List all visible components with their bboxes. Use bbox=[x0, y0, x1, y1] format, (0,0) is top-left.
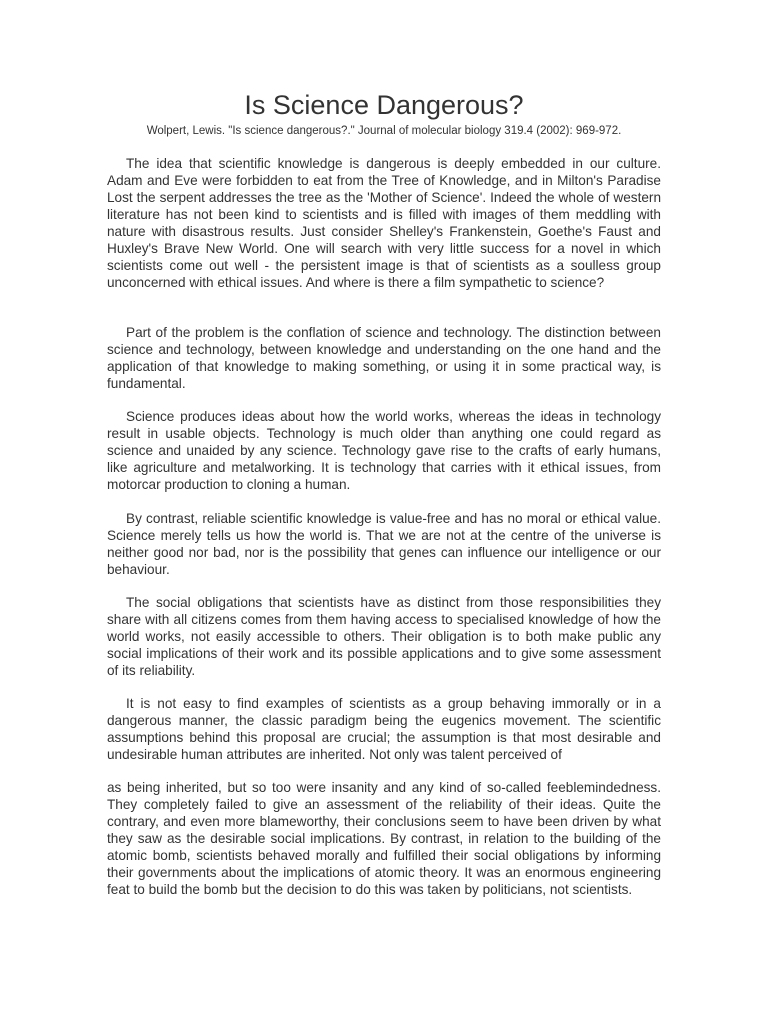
paragraph-6: It is not easy to find examples of scientists as a group behaving immorally or in a dangerous manner, the classic paradigm being the eugenics movement. The scientific assumptions behind this proposal are crucial; the assumption is that most desirable and undesirable human attributes are inherited. Not only was talent perceived of bbox=[107, 696, 661, 762]
page-title: Is Science Dangerous? bbox=[244, 90, 524, 120]
paragraph-2: Part of the problem is the conflation of science and technology. The distinction between science and technology, between knowledge and understanding on the one hand and the application of that knowledge to making something, or using it in some practical way, is fundamental. bbox=[107, 325, 661, 391]
paragraph-1: The idea that scientific knowledge is dangerous is deeply embedded in our culture. Adam and Eve were forbidden to eat from the Tree of Knowledge, and in Milton's Paradise Lost the serpent addresses the tree as the 'Mother of Science'. Indeed the whole of western literature has not been kind to scientists and is filled with images of them meddling with nature with disastrous results. Just consider Shelley's Frankenstein, Goethe's Faust and Huxley's Brave New World. One will search with very little success for a novel in which scientists come out well - the persistent image is that of scientists as a soulless group unconcerned with ethical issues. And where is there a film sympathetic to science? bbox=[107, 156, 661, 290]
paragraph-3: Science produces ideas about how the world works, whereas the ideas in technology result in usable objects. Technology is much older than anything one could regard as science and unaided by any science. Technology gave rise to the crafts of early humans, like agriculture and metalworking. It is technology that carries with it ethical issues, from motorcar production to cloning a human. bbox=[107, 409, 661, 492]
paragraph-4: By contrast, reliable scientific knowledge is value-free and has no moral or ethical value. Science merely tells us how the world is. That we are not at the centre of the universe is neither good nor bad, nor is the possibility that genes can influence our intelligence or our behaviour. bbox=[107, 511, 661, 577]
citation: Wolpert, Lewis. "Is science dangerous?." Journal of molecular biology 319.4 (2002): 969-972. bbox=[146, 125, 622, 137]
paragraph-5: The social obligations that scientists have as distinct from those responsibilities they share with all citizens comes from them having access to specialised knowledge of how the world works, not easily accessible to others. Their obligation is to both make public any social implications of their work and its possible applications and to give some assessment of its reliability. bbox=[107, 595, 661, 678]
paragraph-7: as being inherited, but so too were insanity and any kind of so-called feeblemindedness. They completely failed to give an assessment of the reliability of their ideas. Quite the contrary, and even more blameworthy, their conclusions seem to have been driven by what they saw as the desirable social implications. By contrast, in relation to the building of the atomic bomb, scientists behaved morally and fulfilled their social obligations by informing their governments about the implications of atomic theory. It was an enormous engineering feat to build the bomb but the decision to do this was taken by politicians, not scientists. bbox=[107, 780, 661, 897]
